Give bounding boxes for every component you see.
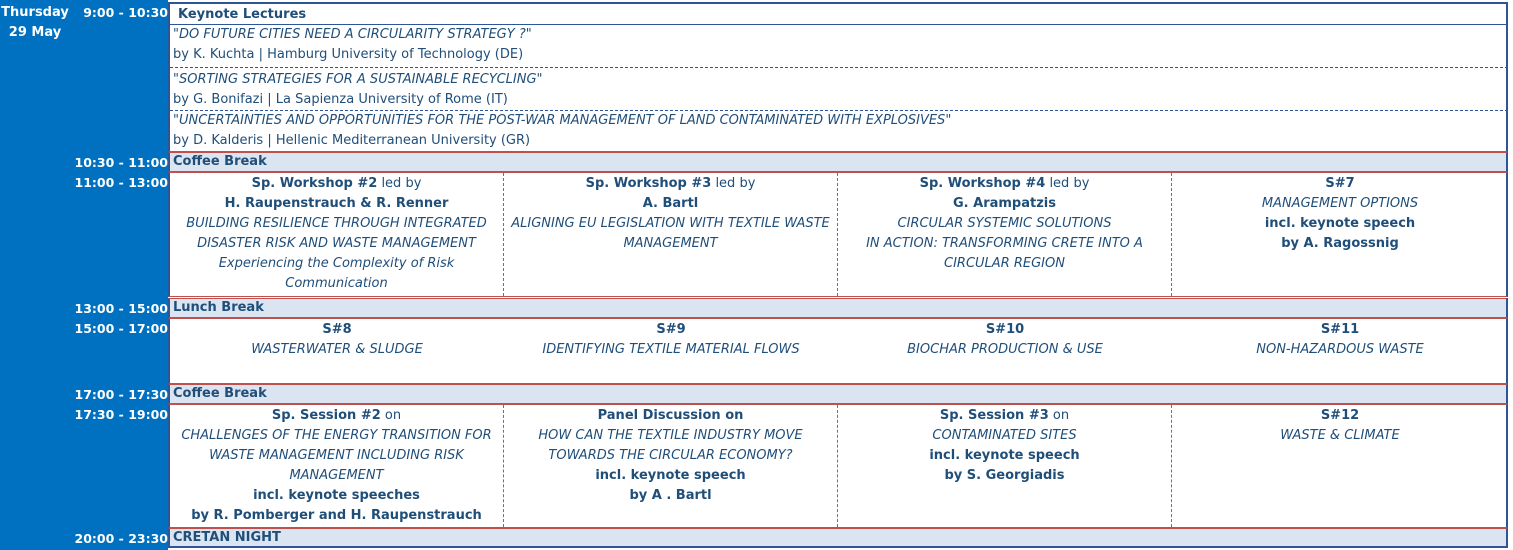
time-column: [70, 0, 168, 550]
workshop-title-line: IN ACTION: TRANSFORMING CRETE INTO A: [866, 236, 1143, 251]
workshop-title-line: BUILDING RESILIENCE THROUGH INTEGRATED: [186, 216, 487, 231]
keynote-3-title: "UNCERTAINTIES AND OPPORTUNITIES FOR THE POST-WAR MANAGEMENT OF LAND CONTAMINATED WITH EXPLOSIVES": [173, 113, 952, 128]
workshop-leads: H. Raupenstrauch & R. Renner: [224, 196, 449, 211]
session-heading-suffix: on: [1048, 408, 1070, 423]
sessions-afternoon-block: [168, 318, 1508, 384]
session-title: NON-HAZARDOUS WASTE: [1256, 342, 1424, 357]
workshop-title-line: DISASTER RISK AND WASTE MANAGEMENT: [197, 236, 476, 251]
workshop-title-line: CIRCULAR REGION: [944, 256, 1065, 271]
session-keynote-note: incl. keynote speech: [1264, 216, 1416, 231]
session-keynote-note: incl. keynote speeches: [253, 488, 420, 503]
session-heading: Sp. Session #3: [939, 408, 1049, 423]
session-heading-suffix: on: [380, 408, 402, 423]
workshop-heading: Sp. Workshop #4: [919, 176, 1046, 191]
time-keynote: 9:00 - 10:30: [83, 5, 168, 20]
coffee-break-2: Coffee Break: [168, 384, 1508, 404]
workshop-title-line: Experiencing the Complexity of Risk: [218, 256, 455, 271]
time-sessions-2: 17:30 - 19:00: [74, 407, 168, 422]
keynote-2-title: "SORTING STRATEGIES FOR A SUSTAINABLE RECYCLING": [173, 72, 543, 87]
session-keynote-note: incl. keynote speech: [929, 448, 1080, 463]
session-cell: [504, 319, 838, 383]
session-cell: [1172, 405, 1508, 527]
workshop-title-line: Communication: [285, 276, 388, 291]
session-cell: [170, 319, 504, 383]
session-title: MANAGEMENT OPTIONS: [1261, 196, 1419, 211]
workshop-heading-suffix: led by: [1045, 176, 1090, 191]
workshop-title-line: CIRCULAR SYSTEMIC SOLUTIONS: [897, 216, 1112, 231]
session-cell: [1172, 173, 1508, 296]
time-lunch: 13:00 - 15:00: [74, 301, 168, 316]
session-title-line: CHALLENGES OF THE ENERGY TRANSITION FOR: [181, 428, 492, 443]
session-cell: [504, 405, 838, 527]
workshop-heading-suffix: led by: [711, 176, 756, 191]
time-coffee-2: 17:00 - 17:30: [74, 387, 168, 402]
session-heading: S#8: [322, 322, 352, 337]
day-column: [0, 0, 70, 550]
keynote-1-speaker: by K. Kuchta | Hamburg University of Technology (DE): [173, 47, 524, 62]
keynote-2-speaker: by G. Bonifazi | La Sapienza University of Rome (IT): [173, 92, 508, 107]
day-name: Thursday: [1, 5, 69, 20]
workshop-heading: Sp. Workshop #3: [585, 176, 712, 191]
session-cell: [1172, 319, 1508, 383]
session-title: IDENTIFYING TEXTILE MATERIAL FLOWS: [542, 342, 800, 357]
session-heading: S#7: [1325, 176, 1355, 191]
schedule-grid: [168, 0, 1508, 550]
session-title-line: CONTAMINATED SITES: [932, 428, 1077, 443]
session-title-line: TOWARDS THE CIRCULAR ECONOMY?: [548, 448, 793, 463]
workshop-leads: A. Bartl: [642, 196, 699, 211]
session-title: BIOCHAR PRODUCTION & USE: [907, 342, 1103, 357]
workshop-title-line: ALIGNING EU LEGISLATION WITH TEXTILE WASTE: [511, 216, 830, 231]
session-heading: S#12: [1320, 408, 1360, 423]
day-date: 29 May: [8, 25, 62, 40]
workshop-cell: [170, 173, 504, 296]
session-keynote-speaker: by A. Ragossnig: [1281, 236, 1399, 251]
session-keynote-speaker: by A . Bartl: [629, 488, 712, 503]
session-title: WASTE & CLIMATE: [1280, 428, 1400, 443]
workshop-heading-suffix: led by: [377, 176, 422, 191]
keynote-block: [168, 2, 1508, 152]
session-title-line: MANAGEMENT: [289, 468, 384, 483]
cretan-night: CRETAN NIGHT: [168, 528, 1508, 548]
session-keynote-speaker: by R. Pomberger and H. Raupenstrauch: [191, 508, 482, 523]
workshop-cell: [504, 173, 838, 296]
workshop-cell: [838, 173, 1172, 296]
coffee-break-1: Coffee Break: [168, 152, 1508, 172]
session-title-line: HOW CAN THE TEXTILE INDUSTRY MOVE: [538, 428, 803, 443]
keynote-heading: Keynote Lectures: [170, 5, 1508, 25]
time-workshops: 11:00 - 13:00: [74, 175, 168, 190]
workshop-title-line: MANAGEMENT: [623, 236, 718, 251]
session-heading: Sp. Session #2: [271, 408, 381, 423]
session-keynote-note: incl. keynote speech: [595, 468, 746, 483]
workshop-heading: Sp. Workshop #2: [251, 176, 378, 191]
sessions-evening-block: [168, 404, 1508, 528]
session-heading: Panel Discussion on: [597, 408, 744, 423]
session-heading: S#10: [985, 322, 1025, 337]
time-night: 20:00 - 23:30: [74, 531, 168, 546]
session-cell: [170, 405, 504, 527]
keynote-divider: [170, 67, 1508, 68]
session-title: WASTERWATER & SLUDGE: [251, 342, 423, 357]
session-title-line: WASTE MANAGEMENT INCLUDING RISK: [209, 448, 464, 463]
session-cell: [838, 405, 1172, 527]
session-cell: [838, 319, 1172, 383]
session-heading: S#9: [656, 322, 686, 337]
workshops-block: [168, 172, 1508, 297]
time-coffee-1: 10:30 - 11:00: [74, 155, 168, 170]
session-heading: S#11: [1320, 322, 1360, 337]
lunch-break: Lunch Break: [168, 298, 1508, 318]
keynote-1-title: "DO FUTURE CITIES NEED A CIRCULARITY STRATEGY ?": [173, 27, 532, 42]
time-sessions-1: 15:00 - 17:00: [74, 321, 168, 336]
keynote-3-speaker: by D. Kalderis | Hellenic Mediterranean University (GR): [173, 133, 531, 148]
session-keynote-speaker: by S. Georgiadis: [944, 468, 1065, 483]
workshop-leads: G. Arampatzis: [953, 196, 1056, 211]
